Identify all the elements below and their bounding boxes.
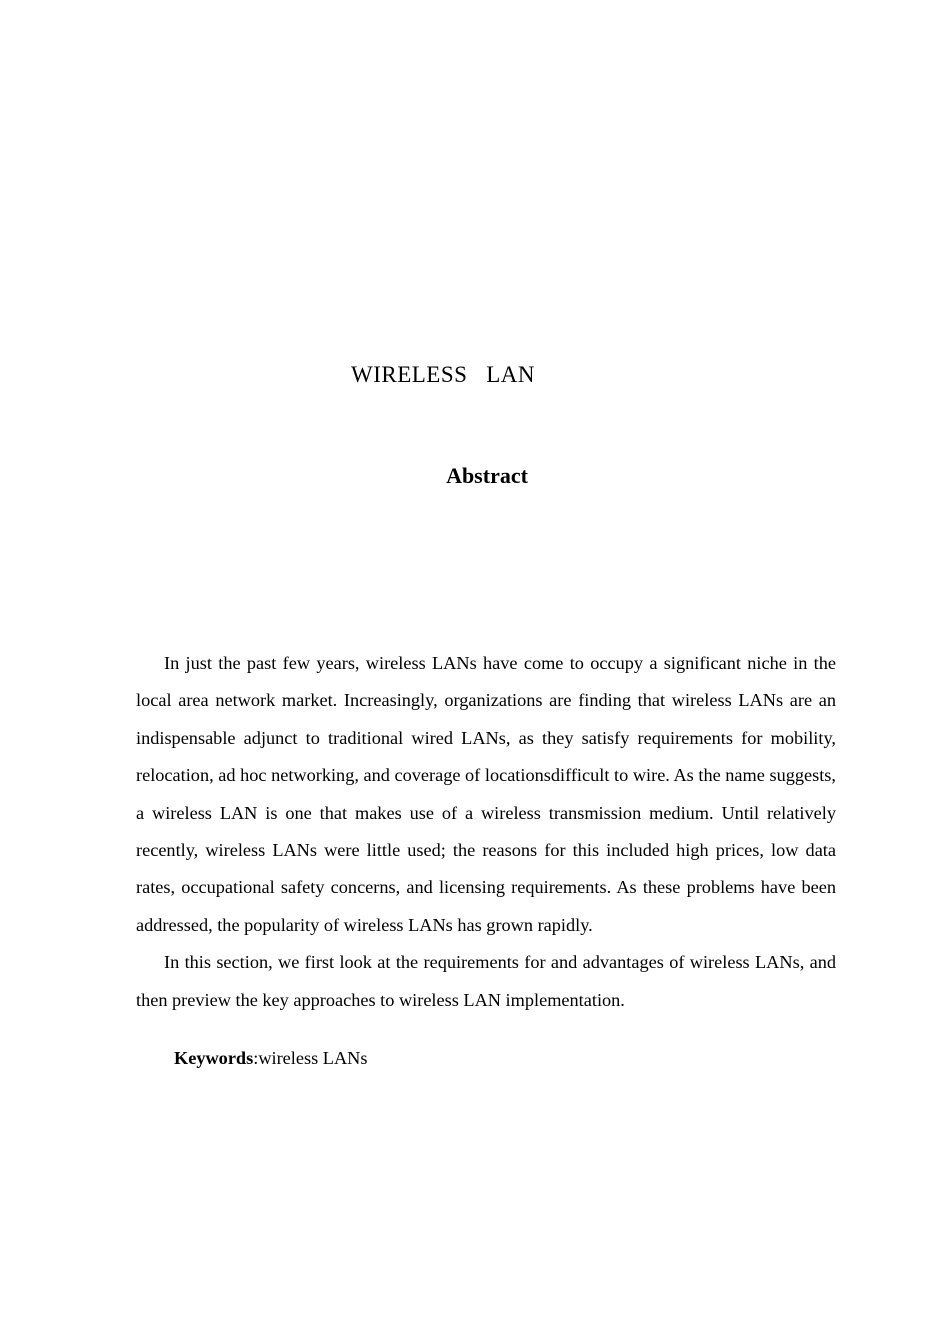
keywords-line [174,1043,367,1073]
document-title: WIRELESS LAN [351,362,535,387]
keywords-label: Keywords [174,1048,254,1068]
abstract-heading: Abstract [446,463,528,488]
abstract-paragraph-1: In just the past few years, wireless LANs have come to occupy a significant niche in the local area network market. Increasingly, organizations are finding that wireless LANs are an indispensable adjunct to traditional wired LANs, as they satisfy requirements for mobility, relocation, ad hoc networking, and coverage of locationsdifficult to wire. As the name suggests, a wireless LAN is one that makes use of a wireless transmission medium. Until relatively recently, wireless LANs were little used; the reasons for this included high prices, low data rates, occupational safety concerns, and licensing requirements. As these problems have been addressed, the popularity of wireless LANs has grown rapidly. [136,653,836,935]
abstract-body [136,645,836,1019]
keywords-value: wireless LANs [258,1048,368,1068]
keywords-separator: : [253,1048,259,1068]
abstract-paragraph-2: In this section, we first look at the requirements for and advantages of wireless LANs, and then preview the key approaches to wireless LAN implementation. [136,952,836,1010]
